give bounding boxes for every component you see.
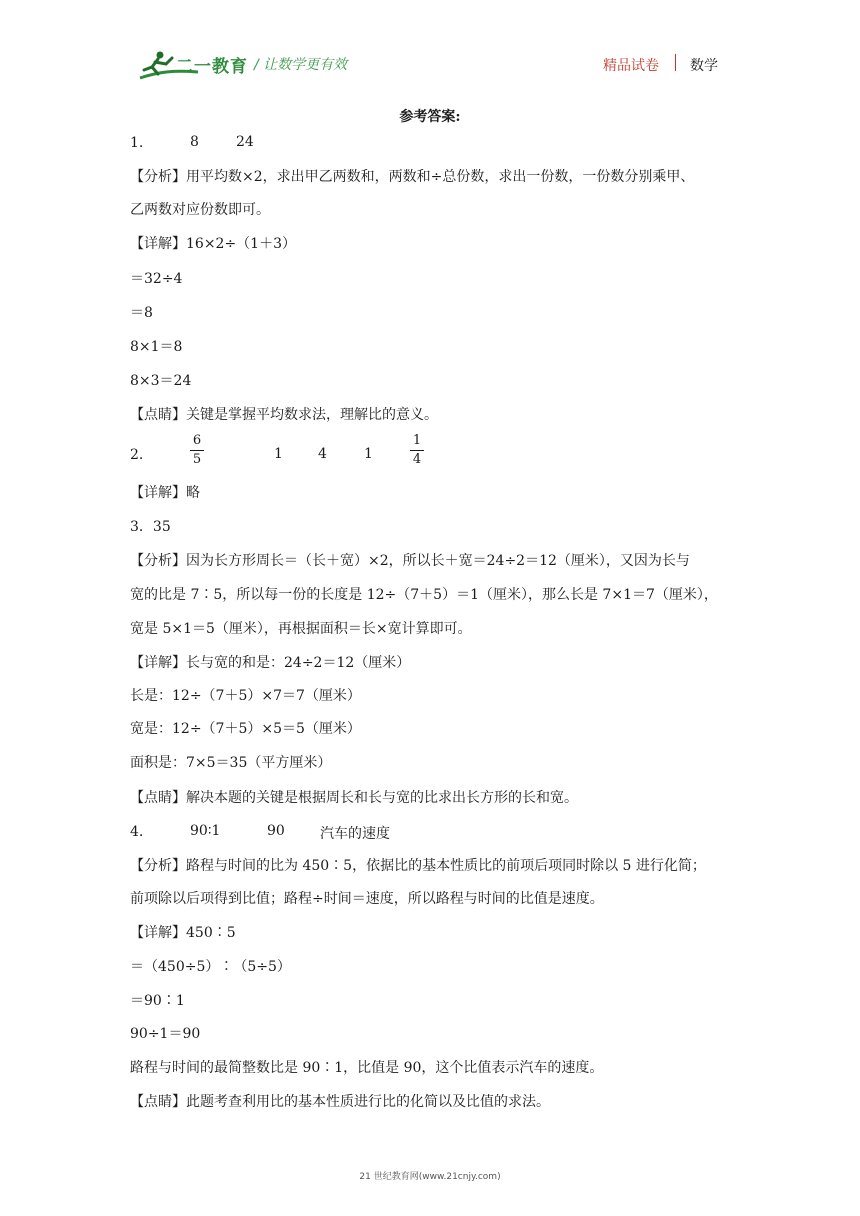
- q4-answer-2: 90: [267, 823, 285, 839]
- q4-answer-1: 90∶1: [190, 823, 221, 839]
- q4-detail-line2: ＝（450÷5）∶（5÷5）: [130, 959, 291, 975]
- q1-detail-line5: 8×3＝24: [130, 373, 192, 389]
- q4-detail-line4: 90÷1＝90: [130, 1026, 201, 1042]
- premium-badge: 精品试卷: [603, 58, 659, 74]
- q4-analysis-line2: 前项除以后项得到比值；路程÷时间＝速度，所以路程与时间的比值是速度。: [130, 891, 604, 907]
- q2-number: 2.: [130, 447, 144, 463]
- q1-analysis-line2: 乙两数对应份数即可。: [130, 202, 270, 218]
- q4-detail-line5: 路程与时间的最简整数比是 90∶1，比值是 90，这个比值表示汽车的速度。: [130, 1060, 604, 1076]
- q2-answer-4: 1: [364, 446, 373, 462]
- slogan: / 让数学更有效: [254, 57, 348, 73]
- q4-answer-3: 汽车的速度: [320, 826, 390, 842]
- q3-answer: 3．35: [130, 519, 171, 535]
- q1-number: 1.: [130, 135, 144, 151]
- page-title: 参考答案:: [399, 109, 461, 125]
- logo-text: 二一教育: [176, 57, 248, 77]
- q2-fraction-2-denominator: 4: [412, 452, 422, 467]
- subject-label: 数学: [690, 58, 718, 74]
- q2-fraction-1-denominator: 5: [192, 452, 202, 467]
- page-header: [0, 0, 860, 90]
- q3-analysis-line2: 宽的比是 7∶5，所以每一份的长度是 12÷（7＋5）＝1（厘米），那么长是 7×1＝7（厘米），: [130, 587, 718, 603]
- page-footer: 21 世纪教育网(www.21cnjy.com): [359, 1172, 501, 1182]
- q2-detail: 【详解】略: [130, 485, 200, 501]
- q3-analysis-line1: 【分析】因为长方形周长＝（长＋宽）×2，所以长＋宽＝24÷2＝12（厘米），又因为长与: [130, 553, 690, 569]
- header-divider: [675, 54, 676, 71]
- q3-comment: 【点睛】解决本题的关键是根据周长和长与宽的比求出长方形的长和宽。: [130, 790, 578, 806]
- q2-answer-2: 1: [274, 446, 283, 462]
- q4-detail-line1: 【详解】450∶5: [130, 925, 236, 941]
- q1-detail-line4: 8×1＝8: [130, 339, 183, 355]
- q3-detail-line2: 长是：12÷（7＋5）×7＝7（厘米）: [130, 688, 361, 704]
- q1-detail-line2: ＝32÷4: [130, 271, 183, 287]
- q3-analysis-line3: 宽是 5×1＝5（厘米），再根据面积＝长×宽计算即可。: [130, 621, 472, 637]
- q1-comment: 【点睛】关键是掌握平均数求法，理解比的意义。: [130, 407, 438, 423]
- q2-fraction-1-numerator: 6: [192, 433, 202, 448]
- q2-fraction-2: [410, 433, 424, 468]
- q1-detail-line1: 【详解】16×2÷（1＋3）: [130, 236, 296, 252]
- q2-fraction-2-numerator: 1: [412, 433, 422, 448]
- q1-detail-line3: ＝8: [130, 305, 153, 321]
- q4-comment: 【点睛】此题考查利用比的基本性质进行比的化简以及比值的求法。: [130, 1094, 550, 1110]
- q3-detail-line3: 宽是：12÷（7＋5）×5＝5（厘米）: [130, 721, 361, 737]
- q1-answer-1: 8: [190, 134, 199, 150]
- q3-detail-line1: 【详解】长与宽的和是：24÷2＝12（厘米）: [130, 655, 411, 671]
- q1-analysis-line1: 【分析】用平均数×2，求出甲乙两数和，两数和÷总份数，求出一份数，一份数分别乘甲、: [130, 169, 695, 185]
- q3-detail-line4: 面积是：7×5＝35（平方厘米）: [130, 755, 332, 771]
- q4-analysis-line1: 【分析】路程与时间的比为 450∶5，依据比的基本性质比的前项后项同时除以 5 进行化简；: [130, 858, 706, 874]
- q2-fraction-1: [190, 433, 204, 468]
- q4-detail-line3: ＝90∶1: [130, 993, 185, 1009]
- q4-number: 4.: [130, 824, 144, 840]
- q2-answer-3: 4: [318, 446, 327, 462]
- q1-answer-2: 24: [236, 134, 254, 150]
